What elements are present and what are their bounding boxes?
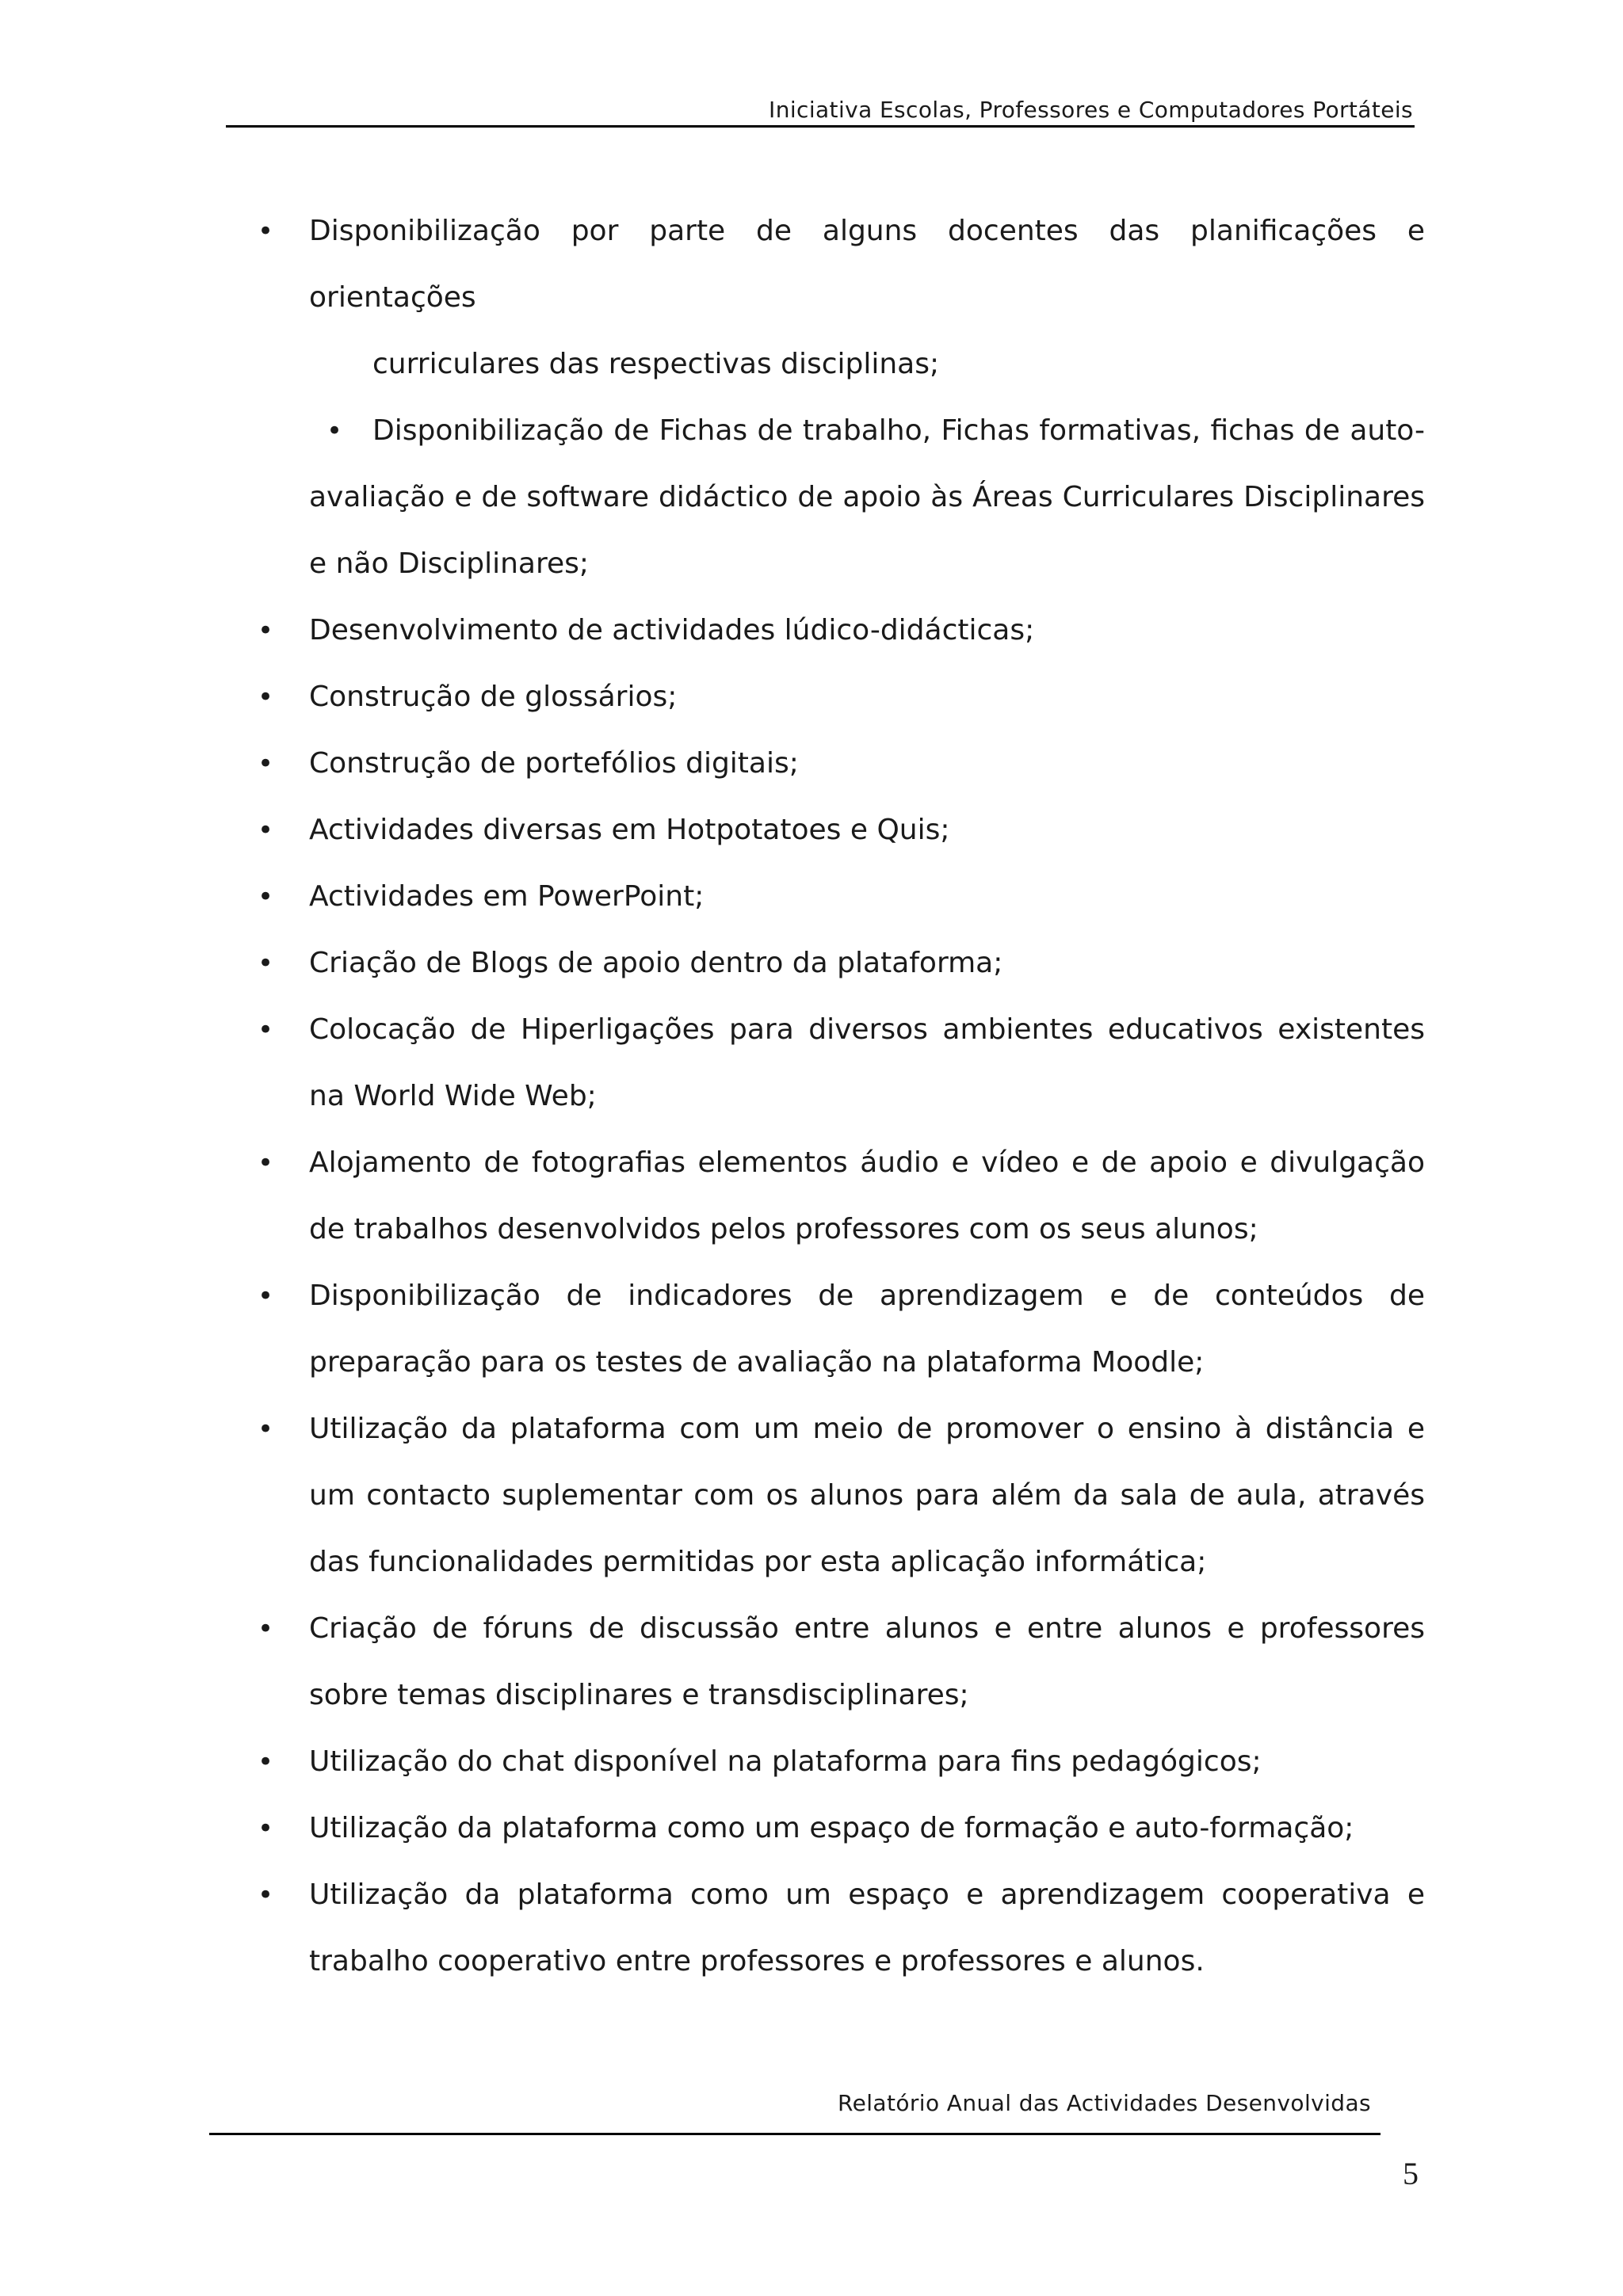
list-item: [257, 730, 1425, 797]
bullet-icon: •: [257, 1746, 274, 1778]
list-item-text: Construção de glossários;: [309, 681, 678, 713]
list-item-text: Actividades em PowerPoint;: [309, 880, 705, 913]
list-item-text: Criação de fóruns de discussão entre alunos e entre alunos e professores sobre temas disciplinares e transdisciplinares;: [309, 1612, 1425, 1711]
list-item-text: Colocação de Hiperligações para diversos ambientes educativos existentes na World Wide Web;: [309, 1013, 1425, 1112]
list-item-text: Criação de Blogs de apoio dentro da plataforma;: [309, 947, 1003, 979]
bullet-icon: •: [257, 1613, 274, 1645]
bullet-icon: •: [257, 948, 274, 979]
list-item: [257, 198, 1425, 398]
list-item-text: Construção de portefólios digitais;: [309, 747, 799, 780]
list-item-text: Utilização do chat disponível na plataforma para fins pedagógicos;: [309, 1745, 1262, 1778]
list-item: [257, 797, 1425, 864]
list-item-text: Utilização da plataforma com um meio de promover o ensino à distância e um contacto suplementar com os alunos para além da sala de aula, através das funcionalidades permitidas por esta aplicação informática;: [309, 1413, 1425, 1578]
list-item-text: Alojamento de fotografias elementos áudio e vídeo e de apoio e divulgação de trabalhos desenvolvidos pelos professores com os seus alunos;: [309, 1146, 1425, 1245]
list-item: [257, 1795, 1425, 1862]
header-divider: [226, 125, 1415, 128]
list-item-text: Disponibilização por parte de alguns docentes das planificações e orientações: [309, 215, 1425, 314]
list-item: [257, 1862, 1425, 1995]
list-item: [257, 930, 1425, 997]
list-item: [257, 597, 1425, 664]
page-footer-title: Relatório Anual das Actividades Desenvolvidas: [838, 2090, 1371, 2116]
list-item: [257, 1396, 1425, 1596]
bullet-icon: •: [257, 1413, 274, 1445]
list-item-text: Disponibilização de Fichas de trabalho, Fichas formativas, fichas de auto-avaliação e de software didáctico de apoio às Áreas Curriculares Disciplinares e não Disciplinares;: [309, 414, 1425, 580]
bullet-icon: •: [257, 814, 274, 846]
list-item: [257, 1729, 1425, 1795]
list-item: [257, 664, 1425, 730]
list-item-text: Utilização da plataforma como um espaço de formação e auto-formação;: [309, 1812, 1354, 1844]
bullet-icon: •: [257, 215, 274, 247]
list-item-text: Actividades diversas em Hotpotatoes e Quis;: [309, 814, 950, 846]
list-item-text: Desenvolvimento de actividades lúdico-didácticas;: [309, 614, 1035, 646]
list-item: [257, 1596, 1425, 1729]
page-number: 5: [1403, 2156, 1419, 2191]
bullet-icon: •: [257, 1014, 274, 1046]
page-header-title: Iniciativa Escolas, Professores e Computadores Portáteis: [769, 97, 1413, 123]
list-item-text: Disponibilização de indicadores de aprendizagem e de conteúdos de preparação para os testes de avaliação na plataforma Moodle;: [309, 1280, 1425, 1379]
nested-bullet-lead: [309, 398, 372, 464]
list-item: [257, 864, 1425, 930]
bullet-icon: •: [257, 881, 274, 913]
bullet-icon: •: [257, 1147, 274, 1179]
list-item: [257, 1130, 1425, 1263]
list-item: [309, 398, 1425, 597]
bullet-icon: •: [257, 1280, 274, 1312]
footer-divider: [209, 2133, 1381, 2135]
bullet-icon: •: [257, 681, 274, 713]
bullet-icon: •: [257, 748, 274, 780]
bullet-icon: •: [257, 1813, 274, 1844]
list-item: [257, 997, 1425, 1130]
list-item: [257, 1263, 1425, 1396]
activity-bullet-list: [257, 198, 1425, 1995]
list-item-text: Utilização da plataforma como um espaço e aprendizagem cooperativa e trabalho cooperativo entre professores e professores e alunos.: [309, 1878, 1425, 1978]
bullet-icon: •: [327, 415, 343, 447]
bullet-icon: •: [257, 615, 274, 646]
bullet-icon: •: [257, 1879, 274, 1911]
list-item-text-continuation: curriculares das respectivas disciplinas;: [372, 348, 940, 380]
